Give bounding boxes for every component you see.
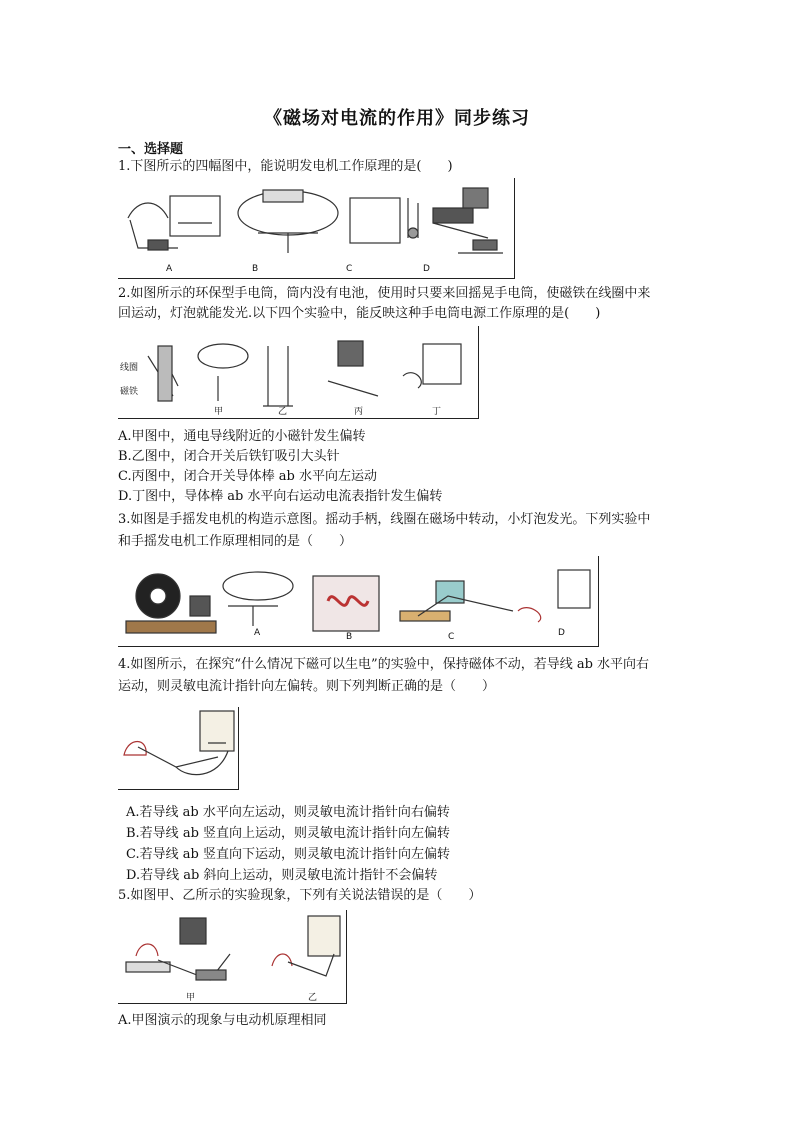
q2-figure-drawing xyxy=(118,326,478,418)
q1-label-c: C xyxy=(346,264,353,274)
q2-stem-line2: 回运动，灯泡就能发光.以下四个实验中，能反映这种手电筒电源工作原理的是( ) xyxy=(118,306,601,321)
q3-label-b: B xyxy=(346,632,353,642)
q2-side-label-magnet: 磁铁 xyxy=(120,387,139,397)
q3-figure xyxy=(118,556,599,647)
q1-stem: 1.下图所示的四幅图中，能说明发电机工作原理的是( ) xyxy=(118,159,453,174)
q4-option-c: C.若导线 ab 竖直向下运动，则灵敏电流计指针向左偏转 xyxy=(126,847,450,862)
q2-side-label-coil: 线圈 xyxy=(120,363,139,373)
q5-option-a: A.甲图演示的现象与电动机原理相同 xyxy=(118,1013,327,1028)
q3-label-a: A xyxy=(254,628,261,638)
q2-figure xyxy=(118,326,479,419)
section-heading: 一、选择题 xyxy=(118,142,184,157)
q2-option-a: A.甲图中，通电导线附近的小磁针发生偏转 xyxy=(118,429,366,444)
q2-label-bing: 丙 xyxy=(354,407,364,417)
q2-label-jia: 甲 xyxy=(214,407,224,417)
q4-option-b: B.若导线 ab 竖直向上运动，则灵敏电流计指针向左偏转 xyxy=(126,826,451,841)
q5-label-yi: 乙 xyxy=(308,993,318,1003)
q2-option-c: C.丙图中，闭合开关导体棒 ab 水平向左运动 xyxy=(118,469,377,484)
q2-option-b: B.乙图中，闭合开关后铁钉吸引大头针 xyxy=(118,449,340,464)
q1-label-a: A xyxy=(166,264,173,274)
q2-stem-line1: 2.如图所示的环保型手电筒，筒内没有电池，使用时只要来回摇晃手电筒，使磁铁在线圈中来 xyxy=(118,286,651,301)
q3-figure-drawing xyxy=(118,556,598,646)
q3-label-c: C xyxy=(448,632,455,642)
q5-label-jia: 甲 xyxy=(186,993,196,1003)
q4-stem-line2: 运动，则灵敏电流计指针向左偏转。则下列判断正确的是（ ） xyxy=(118,679,496,694)
q2-label-yi: 乙 xyxy=(278,407,288,417)
q1-label-b: B xyxy=(252,264,259,274)
q2-label-ding: 丁 xyxy=(432,407,442,417)
q4-figure xyxy=(118,707,239,790)
q1-figure-drawing xyxy=(118,178,514,278)
q4-option-d: D.若导线 ab 斜向上运动，则灵敏电流计指针不会偏转 xyxy=(126,868,438,883)
q4-option-a: A.若导线 ab 水平向左运动，则灵敏电流计指针向右偏转 xyxy=(126,805,450,820)
q4-figure-drawing xyxy=(118,707,238,789)
q1-figure xyxy=(118,178,515,279)
q2-option-d: D.丁图中，导体棒 ab 水平向右运动电流表指针发生偏转 xyxy=(118,489,443,504)
q5-stem: 5.如图甲、乙所示的实验现象，下列有关说法错误的是（ ） xyxy=(118,888,482,903)
q3-stem-line1: 3.如图是手摇发电机的构造示意图。摇动手柄，线圈在磁场中转动，小灯泡发光。下列实验中 xyxy=(118,512,651,527)
page-title: 《磁场对电流的作用》同步练习 xyxy=(264,108,530,129)
q3-label-d: D xyxy=(558,628,565,638)
q5-figure xyxy=(118,910,347,1004)
q1-label-d: D xyxy=(423,264,430,274)
q3-stem-line2: 和手摇发电机工作原理相同的是（ ） xyxy=(118,534,353,549)
q4-stem-line1: 4.如图所示，在探究“什么情况下磁可以生电”的实验中，保持磁体不动，若导线 ab 水平向右 xyxy=(118,657,650,672)
